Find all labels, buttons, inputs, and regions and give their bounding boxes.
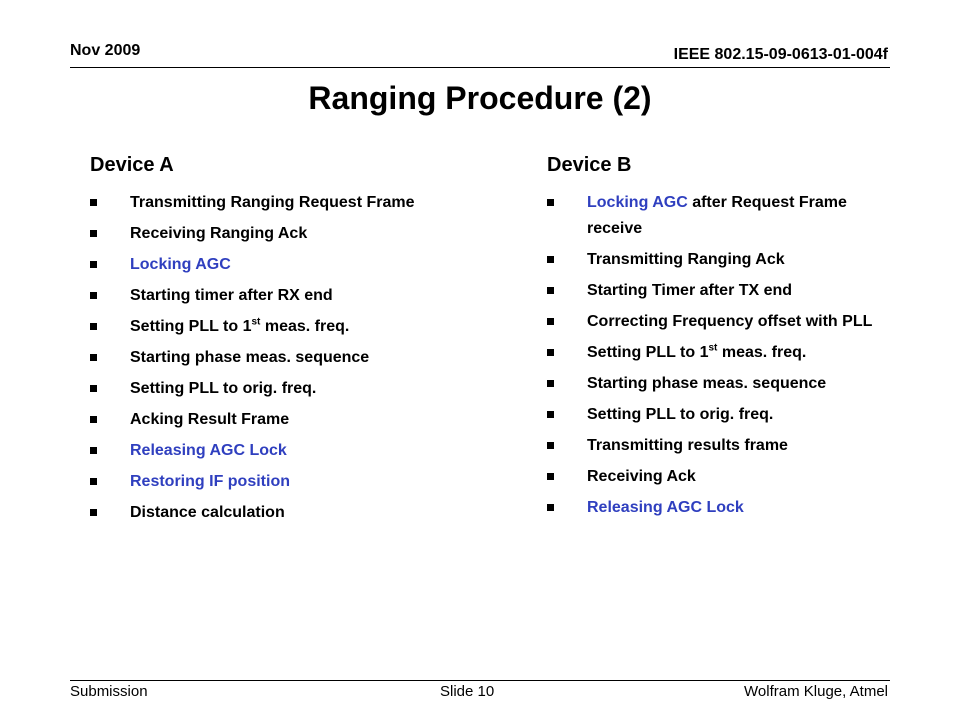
list-item (90, 252, 450, 278)
list-item-text: meas. freq. (260, 318, 350, 335)
list-item-text: Locking AGC (130, 256, 231, 273)
list-item-text: Restoring IF position (130, 473, 290, 490)
square-bullet-icon (90, 323, 97, 330)
list-item (547, 371, 892, 397)
list-item (90, 500, 450, 526)
list-item (90, 283, 450, 309)
square-bullet-icon (547, 380, 554, 387)
list-item-text: Starting Timer after TX end (587, 282, 793, 299)
list-item (90, 221, 450, 247)
list-item (547, 309, 892, 335)
list-item-text: Locking AGC (587, 194, 688, 211)
list-item (90, 438, 450, 464)
list-item (547, 464, 892, 490)
list-item (547, 402, 892, 428)
list-item-text: Starting phase meas. sequence (130, 349, 370, 366)
list-item-text: Setting PLL to orig. freq. (587, 406, 774, 423)
square-bullet-icon (90, 261, 97, 268)
device-b-column (547, 152, 892, 526)
square-bullet-icon (547, 411, 554, 418)
square-bullet-icon (90, 478, 97, 485)
square-bullet-icon (90, 199, 97, 206)
square-bullet-icon (547, 442, 554, 449)
list-item (547, 278, 892, 304)
list-item (547, 495, 892, 521)
list-item-text: Starting phase meas. sequence (587, 375, 827, 392)
square-bullet-icon (90, 230, 97, 237)
device-a-column (90, 152, 450, 531)
superscript-text: st (251, 316, 261, 328)
list-item (547, 340, 892, 366)
square-bullet-icon (90, 354, 97, 361)
list-item (90, 190, 450, 216)
list-item (90, 314, 450, 340)
square-bullet-icon (90, 509, 97, 516)
square-bullet-icon (547, 504, 554, 511)
list-item (90, 376, 450, 402)
list-item-text: Transmitting results frame (587, 437, 788, 454)
list-item (90, 407, 450, 433)
list-item-text: Transmitting Ranging Request Frame (130, 194, 415, 211)
square-bullet-icon (547, 349, 554, 356)
square-bullet-icon (90, 416, 97, 423)
list-item-text: Releasing AGC Lock (130, 442, 287, 459)
footer-divider (70, 680, 890, 681)
list-item-text: Starting timer after RX end (130, 287, 333, 304)
footer-submission: Submission (70, 683, 148, 700)
list-item (90, 345, 450, 371)
header-document-id: IEEE 802.15-09-0613-01-004f (673, 46, 888, 63)
square-bullet-icon (547, 287, 554, 294)
superscript-text: st (708, 342, 718, 354)
list-item (547, 247, 892, 273)
list-item-text: Distance calculation (130, 504, 285, 521)
list-item-text: Receiving Ack (587, 468, 696, 485)
list-item-text: Transmitting Ranging Ack (587, 251, 785, 268)
device-a-heading: Device A (90, 154, 174, 176)
list-item (547, 190, 892, 242)
device-b-list (547, 190, 892, 521)
header-date: Nov 2009 (70, 42, 141, 59)
list-item-text: Releasing AGC Lock (587, 499, 744, 516)
list-item (547, 433, 892, 459)
list-item-text: after Request Frame receive (587, 194, 847, 237)
list-item-text: Setting PLL to 1 (587, 344, 709, 361)
slide-title: Ranging Procedure (2) (308, 80, 652, 116)
list-item-text: Acking Result Frame (130, 411, 290, 428)
square-bullet-icon (547, 318, 554, 325)
square-bullet-icon (547, 199, 554, 206)
list-item-text: Correcting Frequency offset with PLL (587, 313, 873, 330)
footer-author: Wolfram Kluge, Atmel (744, 683, 888, 700)
list-item-text: meas. freq. (717, 344, 807, 361)
device-a-list (90, 190, 450, 526)
list-item-text: Receiving Ranging Ack (130, 225, 308, 242)
footer-slide-number: Slide 10 (440, 683, 495, 700)
list-item-text: Setting PLL to orig. freq. (130, 380, 317, 397)
square-bullet-icon (90, 447, 97, 454)
list-item-text: Setting PLL to 1 (130, 318, 252, 335)
header-divider (70, 67, 890, 68)
square-bullet-icon (547, 256, 554, 263)
square-bullet-icon (90, 292, 97, 299)
square-bullet-icon (90, 385, 97, 392)
device-b-heading: Device B (547, 154, 632, 176)
square-bullet-icon (547, 473, 554, 480)
list-item (90, 469, 450, 495)
